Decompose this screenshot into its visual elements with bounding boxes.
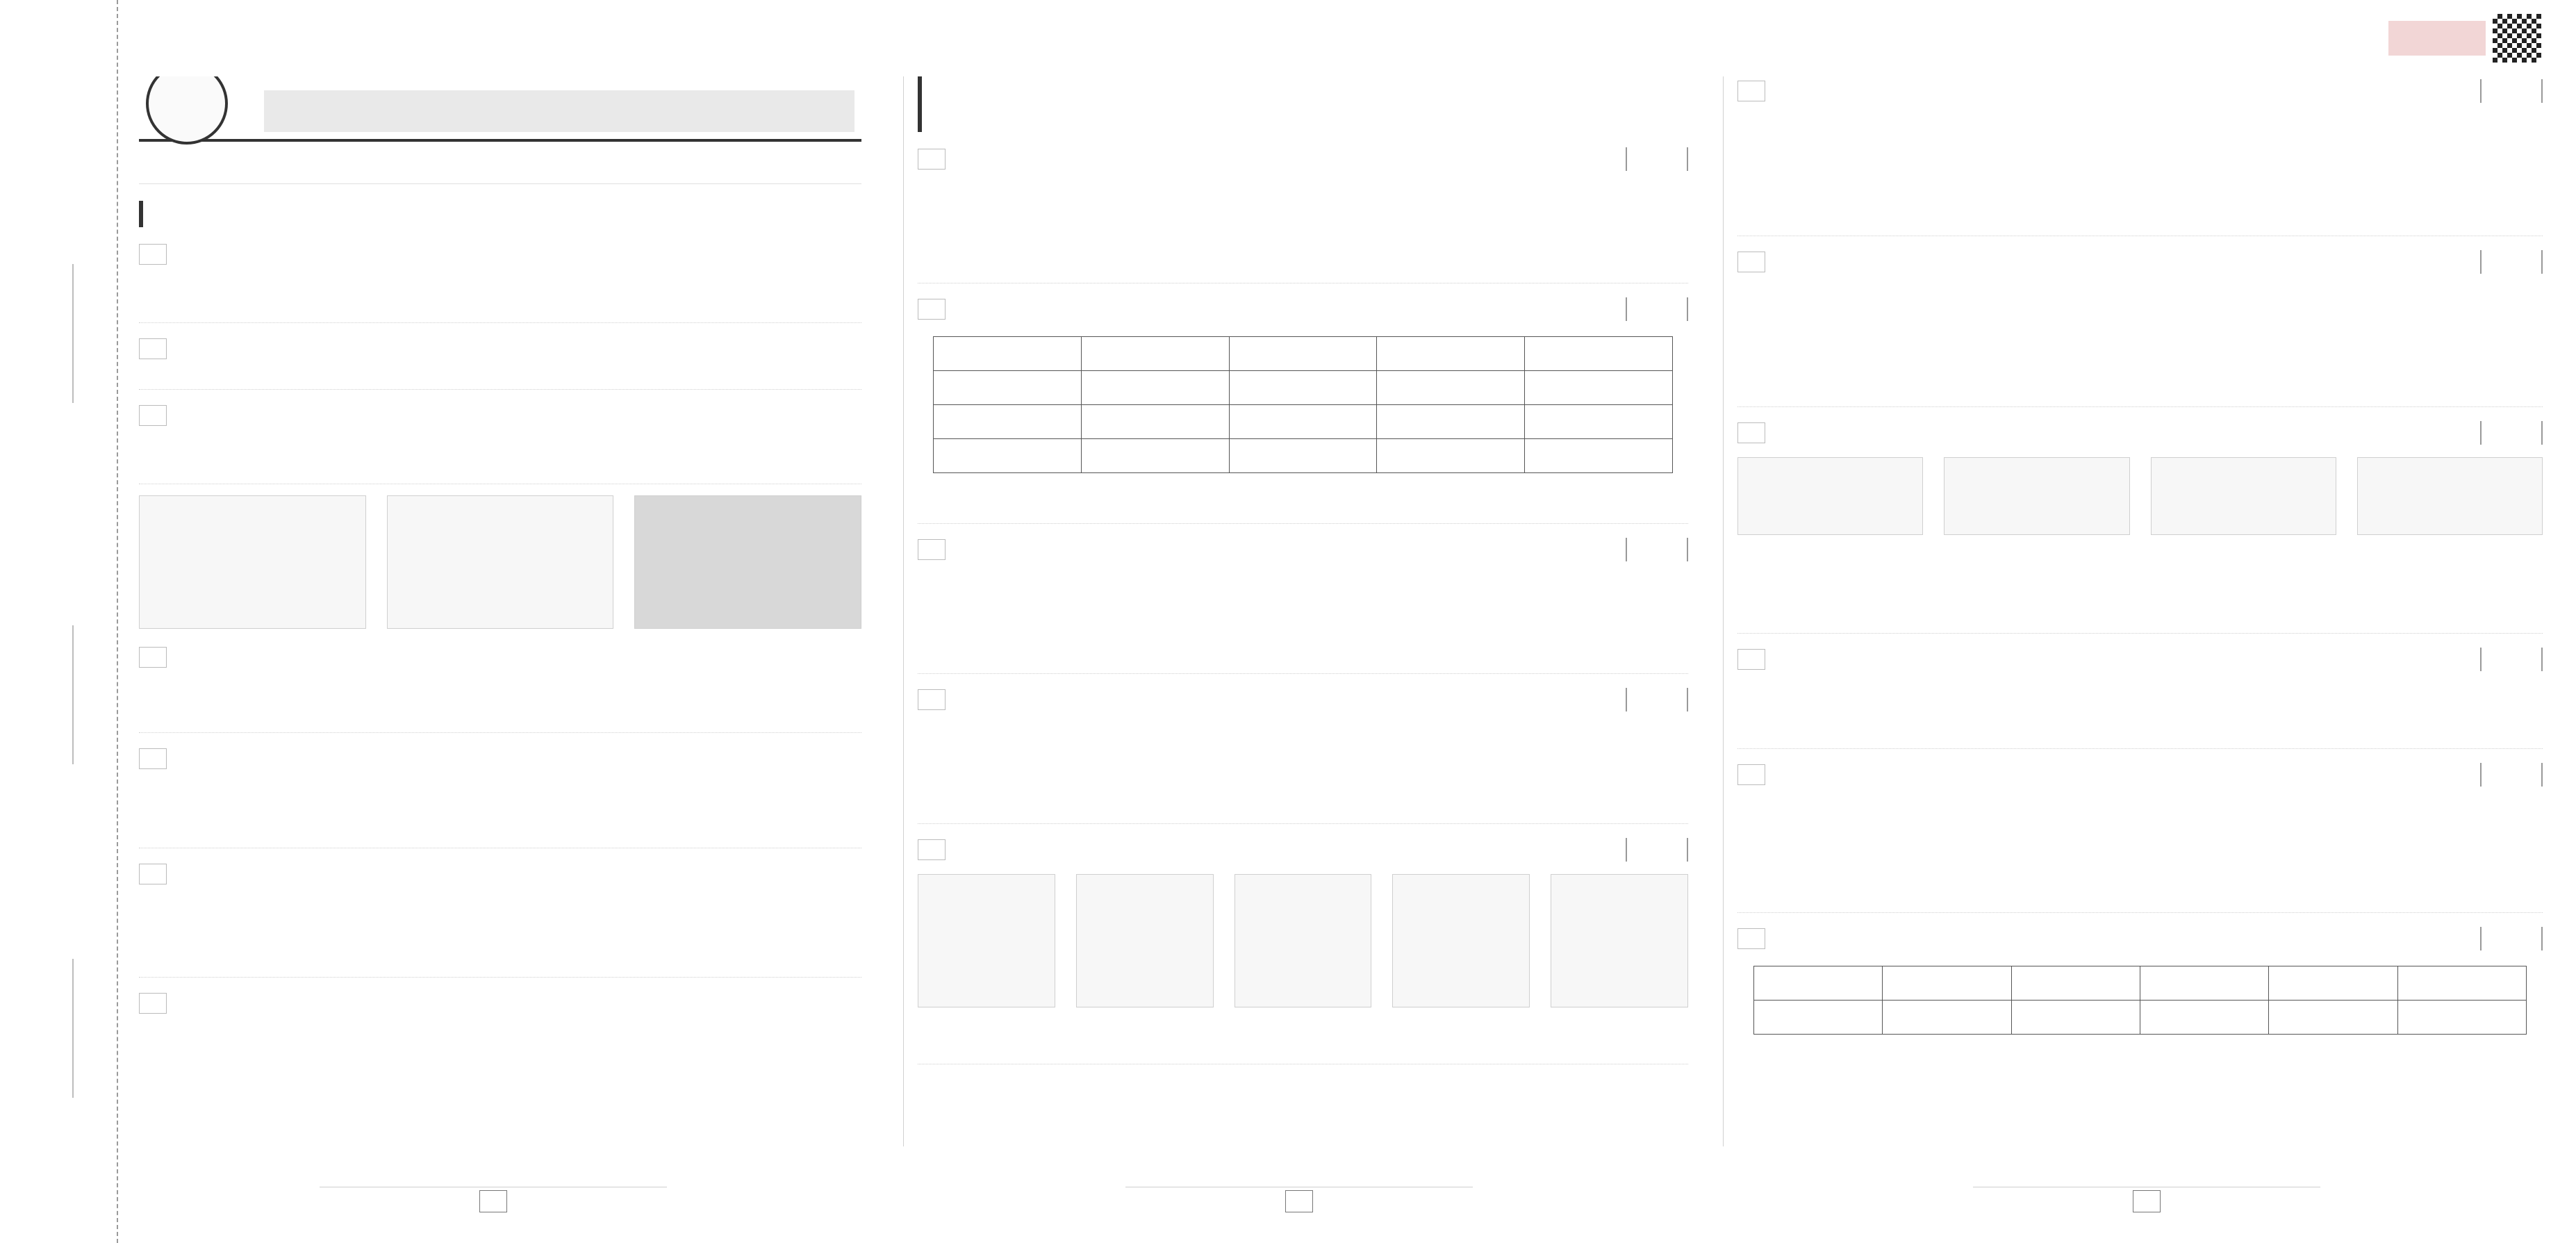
question-item (918, 535, 1688, 674)
sea-breeze-figure (2357, 457, 2543, 535)
question-item (918, 685, 1688, 824)
question-number (918, 689, 946, 710)
question-number (1737, 81, 1765, 101)
qr-code-icon (2493, 14, 2541, 63)
binding-margin (0, 0, 118, 1243)
page-footer (1973, 1187, 2320, 1215)
question-number (139, 647, 167, 668)
question-item (139, 859, 861, 978)
question-item (918, 145, 1688, 283)
figure-row (139, 495, 861, 629)
question-number (139, 748, 167, 769)
question-item (139, 744, 861, 848)
exam-meta (139, 156, 861, 184)
answer-bracket (2480, 250, 2543, 274)
question-item (1737, 924, 2543, 1146)
gas-bottle-figures (918, 874, 1688, 1007)
states-of-matter-table (933, 336, 1673, 473)
exam-column-2 (903, 76, 1702, 1146)
gas-bottle-figure (1235, 874, 1372, 1007)
sea-breeze-figures (1737, 457, 2543, 535)
question-item (918, 835, 1688, 1064)
title-banner (139, 76, 861, 142)
question-number (139, 864, 167, 884)
temperature-graph-figure (387, 495, 614, 629)
section-title (139, 201, 861, 227)
answer-bracket (1626, 538, 1688, 561)
page-number (479, 1190, 507, 1212)
gas-bottle-figure (1551, 874, 1688, 1007)
sea-breeze-figure (2151, 457, 2336, 535)
exam-column-3 (1723, 76, 2557, 1146)
question-number (1737, 422, 1765, 443)
answer-bracket (2480, 648, 2543, 671)
question-item (139, 334, 861, 390)
page-number (1285, 1190, 1313, 1212)
question-item (1737, 760, 2543, 913)
question-item (139, 643, 861, 733)
question-item (1737, 76, 2543, 236)
question-item (139, 989, 861, 1146)
rocket-photo (634, 495, 861, 629)
question-number (139, 993, 167, 1014)
answer-bracket (1626, 688, 1688, 711)
question-number (1737, 649, 1765, 670)
section-title (918, 76, 1688, 132)
question-number (918, 149, 946, 170)
gas-bottle-figure (1076, 874, 1214, 1007)
sea-breeze-figure (1944, 457, 2129, 535)
answer-bracket (2480, 79, 2543, 103)
question-number (139, 338, 167, 359)
publisher-logo (2388, 21, 2486, 56)
answer-bracket (1626, 147, 1688, 171)
answer-bracket (2480, 763, 2543, 787)
question-item (1737, 418, 2543, 634)
question-number (1737, 928, 1765, 949)
question-number (918, 839, 946, 860)
question-number (1737, 764, 1765, 785)
apparatus-figure (139, 495, 366, 629)
exam-column-1 (125, 76, 875, 1146)
page-footer (1125, 1187, 1473, 1215)
question-item (139, 401, 861, 484)
specific-heat-table (1753, 966, 2527, 1035)
answer-bracket (2480, 927, 2543, 950)
binding-field-school (49, 959, 69, 1098)
question-number (139, 405, 167, 426)
question-number (918, 539, 946, 560)
answer-bracket (1626, 297, 1688, 321)
question-item (1737, 645, 2543, 749)
page-title (264, 90, 854, 132)
gas-bottle-figure (1392, 874, 1530, 1007)
binding-field-name (49, 264, 69, 403)
question-number (1737, 252, 1765, 272)
brand-seal-icon (146, 76, 228, 145)
page-footer (320, 1187, 667, 1215)
publisher-watermark (2388, 7, 2548, 69)
question-number (139, 244, 167, 265)
sea-breeze-figure (1737, 457, 1923, 535)
question-item (1737, 247, 2543, 407)
binding-field-class (49, 625, 69, 764)
question-item (139, 240, 861, 323)
question-number (918, 299, 946, 320)
gas-bottle-figure (918, 874, 1055, 1007)
answer-bracket (1626, 838, 1688, 862)
answer-bracket (2480, 421, 2543, 445)
question-item (918, 295, 1688, 524)
page-number (2133, 1190, 2161, 1212)
